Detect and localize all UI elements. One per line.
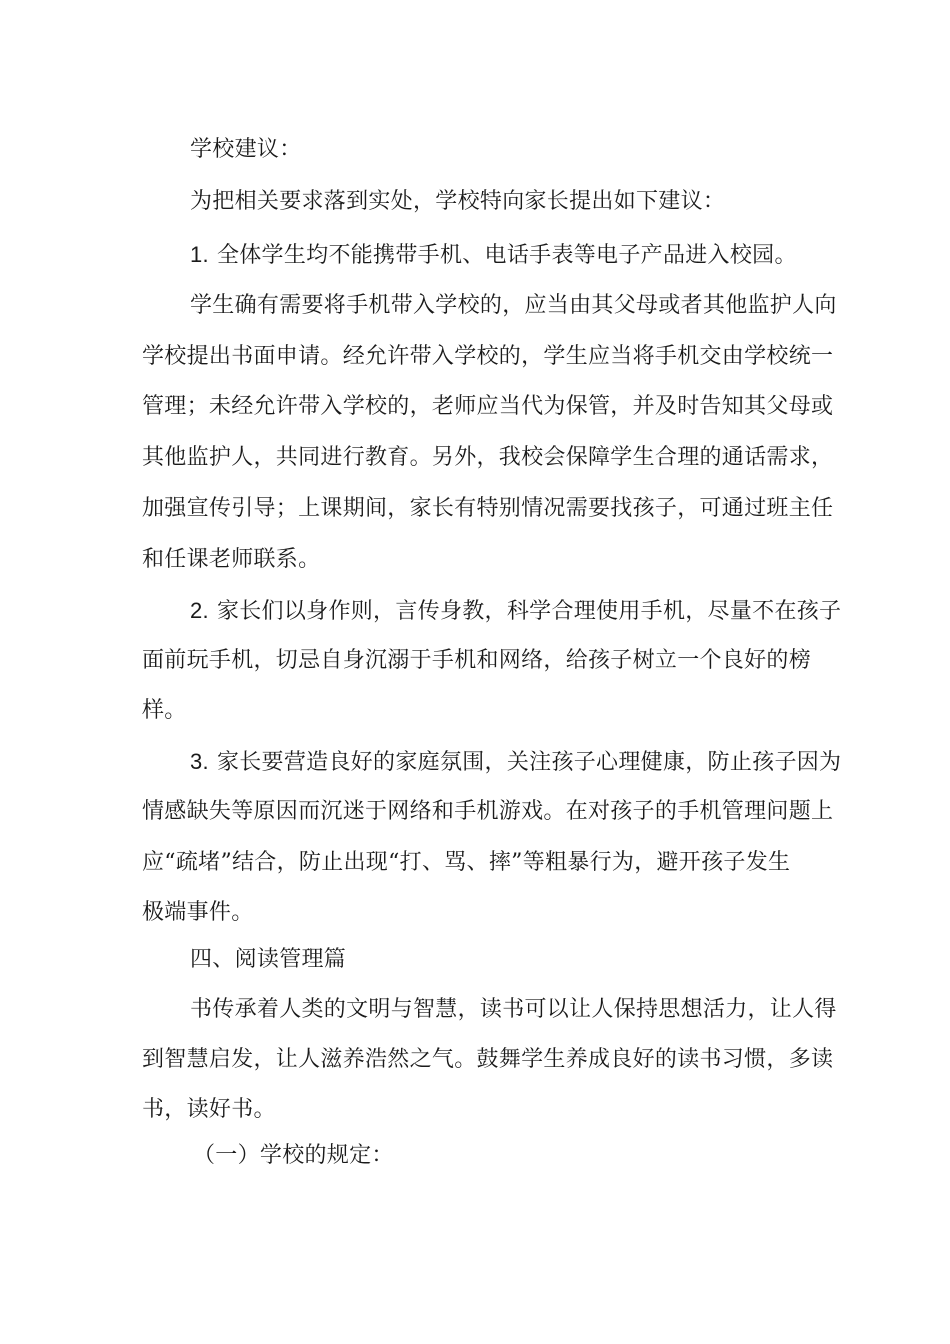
list-number-2: 2. xyxy=(190,598,209,623)
paragraph-line: 到智慧启发，让人滋养浩然之气。鼓舞学生养成良好的读书习惯，多读 xyxy=(142,1047,834,1072)
paragraph-line: 书，读好书。 xyxy=(142,1097,276,1122)
paragraph-line: 情感缺失等原因而沉迷于网络和手机游戏。在对孩子的手机管理问题上 xyxy=(142,799,834,824)
paragraph-line: 学生确有需要将手机带入学校的，应当由其父母或者其他监护人向 xyxy=(190,293,837,318)
paragraph-line: 样。 xyxy=(142,698,187,723)
paragraph-line: 其他监护人，共同进行教育。另外，我校会保障学生合理的通话需求， xyxy=(142,445,834,470)
paragraph-line: 管理；未经允许带入学校的，老师应当代为保管，并及时告知其父母或 xyxy=(142,394,834,419)
list-item-2-text: 家长们以身作则，言传身教，科学合理使用手机，尽量不在孩子 xyxy=(216,599,842,624)
list-item-1 xyxy=(190,240,797,271)
list-item-2 xyxy=(190,596,841,627)
paragraph-line: 书传承着人类的文明与智慧，读书可以让人保持思想活力，让人得 xyxy=(190,997,837,1022)
section-title-reading: 四、阅读管理篇 xyxy=(190,947,347,972)
intro-paragraph: 为把相关要求落到实处，学校特向家长提出如下建议： xyxy=(190,189,726,214)
list-number-1: 1. xyxy=(190,242,209,267)
heading-school-advice: 学校建议： xyxy=(190,137,302,162)
paragraph-line: 加强宣传引导；上课期间，家长有特别情况需要找孩子，可通过班主任 xyxy=(142,496,834,521)
list-item-3 xyxy=(190,747,841,778)
paragraph-line: 应“疏堵”结合，防止出现“打、骂、摔”等粗暴行为，避开孩子发生 xyxy=(142,850,791,875)
paragraph-line: 学校提出书面申请。经允许带入学校的，学生应当将手机交由学校统一 xyxy=(142,344,834,369)
sub-heading-school-rules: （一）学校的规定： xyxy=(193,1143,394,1168)
list-item-1-text: 全体学生均不能携带手机、电话手表等电子产品进入校园。 xyxy=(216,243,797,268)
paragraph-line: 和任课老师联系。 xyxy=(142,547,321,572)
list-item-3-text: 家长要营造良好的家庭氛围，关注孩子心理健康，防止孩子因为 xyxy=(216,750,842,775)
paragraph-line: 极端事件。 xyxy=(142,900,254,925)
list-number-3: 3. xyxy=(190,749,209,774)
paragraph-line: 面前玩手机，切忌自身沉溺于手机和网络，给孩子树立一个良好的榜 xyxy=(142,648,812,673)
